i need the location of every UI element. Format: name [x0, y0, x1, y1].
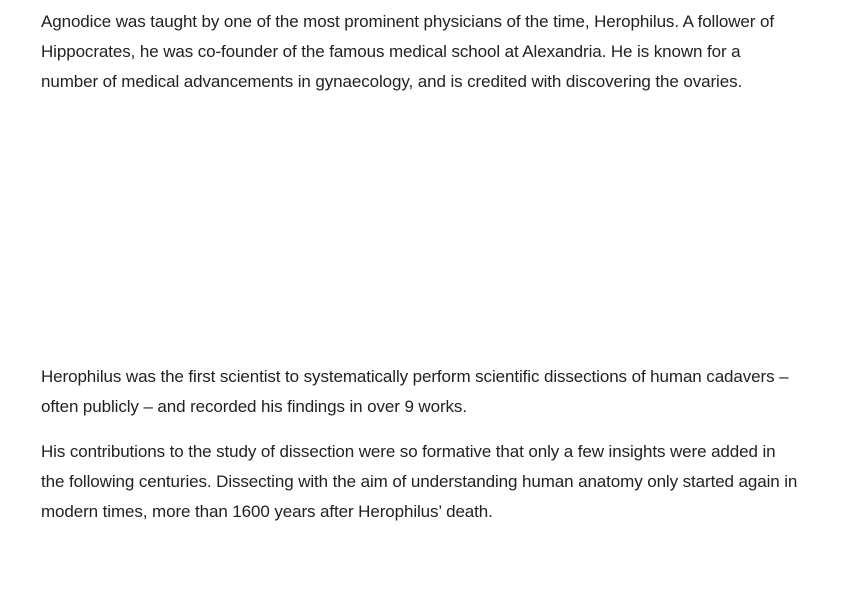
paragraph-agnodice: Agnodice was taught by one of the most prominent physicians of the time, Herophilus. A follower of Hippocrates, he was co-founder of the famous medical school at Alexandria. He is known for a number of medical advancements in gynaecology, and is credited with discovering the ovaries.: [41, 12, 774, 91]
paragraph-gap: [41, 422, 801, 437]
blank-media-area: [41, 97, 801, 362]
paragraph-contributions: His contributions to the study of dissection were so formative that only a few insights were added in the following centuries. Dissecting with the aim of understanding human anatomy only started again in modern times, more than 1600 years after Herophilus’ death.: [41, 442, 798, 521]
paragraph-herophilus-dissections: Herophilus was the first scientist to systematically perform scientific dissections of human cadavers – often publicly – and recorded his findings in over 9 works.: [41, 367, 789, 416]
article-body: [41, 7, 801, 527]
